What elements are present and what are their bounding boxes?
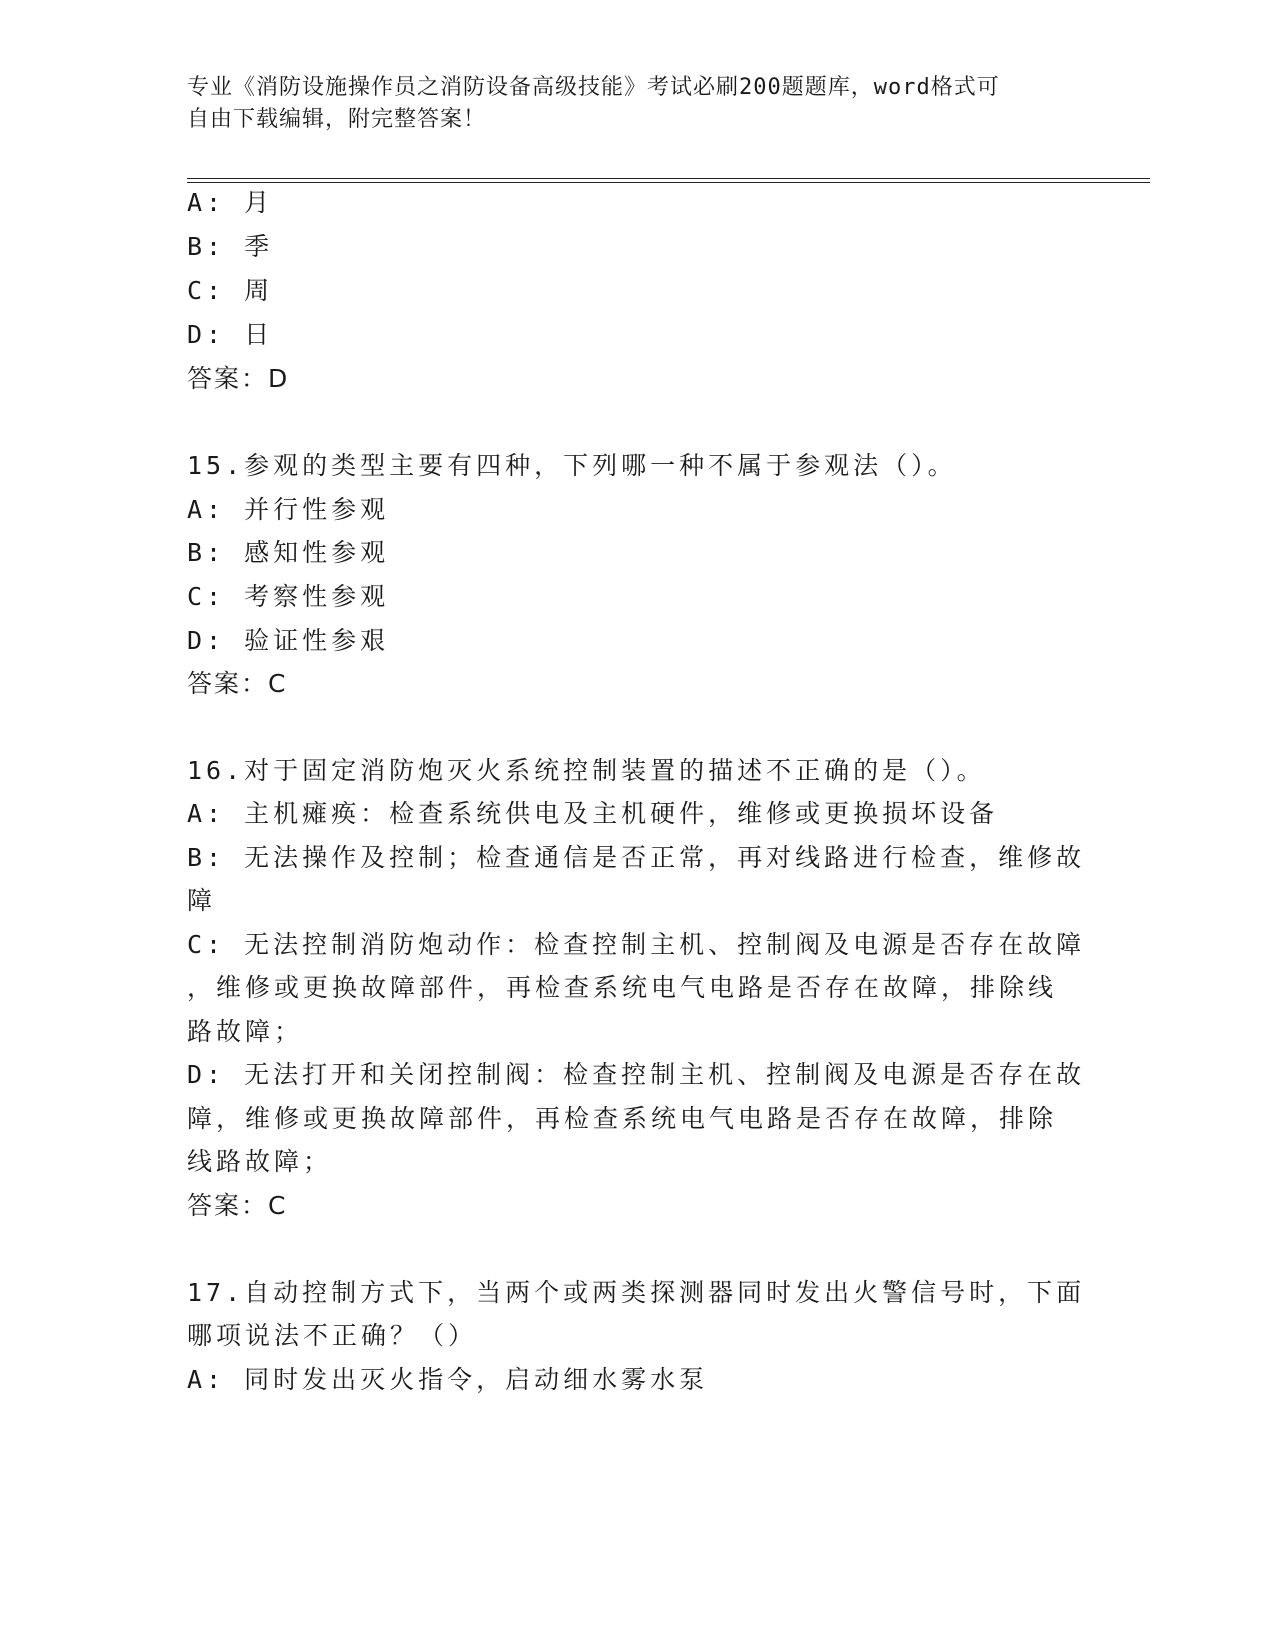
q16-option-c-line-1: C: 无法控制消防炮动作：检查控制主机、控制阀及电源是否存在故障	[187, 930, 1086, 959]
q17-option-a: A: 同时发出灭火指令，启动细水雾水泵	[187, 1365, 709, 1394]
q15-answer: 答案：C	[187, 669, 288, 698]
q14-option-d: D: 日	[187, 320, 274, 349]
q15-question: 15.参观的类型主要有四种，下列哪一种不属于参观法（）。	[187, 451, 957, 480]
q15-option-b: B: 感知性参观	[187, 538, 390, 567]
q15-option-d: D: 验证性参艰	[187, 626, 390, 655]
q14-option-c: C: 周	[187, 276, 274, 305]
q15-option-a: A: 并行性参观	[187, 495, 390, 524]
q14-option-b: B: 季	[187, 232, 274, 261]
q17-question-line-1: 17.自动控制方式下，当两个或两类探测器同时发出火警信号时，下面	[187, 1278, 1086, 1307]
q16-option-b-line-2: 障	[187, 886, 217, 915]
q16-question: 16.对于固定消防炮灭火系统控制装置的描述不正确的是（）。	[187, 756, 986, 785]
q14-option-a: A: 月	[187, 188, 274, 217]
q16-option-d-line-1: D: 无法打开和关闭控制阀：检查控制主机、控制阀及电源是否存在故	[187, 1060, 1086, 1089]
q17-question-line-2: 哪项说法不正确？（）	[187, 1321, 478, 1350]
q16-option-d-line-2: 障，维修或更换故障部件，再检查系统电气电路是否存在故障，排除	[187, 1104, 1058, 1133]
q15-option-c: C: 考察性参观	[187, 582, 390, 611]
document-header	[187, 72, 1067, 136]
q16-answer: 答案：C	[187, 1191, 288, 1220]
q16-option-d-line-3: 线路故障；	[187, 1147, 333, 1176]
header-line-2: 自由下载编辑，附完整答案！	[187, 107, 487, 132]
q16-option-c-line-3: 路故障；	[187, 1017, 304, 1046]
q16-option-b-line-1: B: 无法操作及控制；检查通信是否正常，再对线路进行检查，维修故	[187, 843, 1086, 872]
header-divider	[187, 178, 1150, 183]
header-line-1: 专业《消防设施操作员之消防设备高级技能》考试必刷200题题库，word格式可	[187, 75, 1000, 100]
q16-option-a: A: 主机瘫痪：检查系统供电及主机硬件，维修或更换损坏设备	[187, 799, 999, 828]
q14-answer: 答案：D	[187, 364, 290, 393]
q16-option-c-line-2: ，维修或更换故障部件，再检查系统电气电路是否存在故障，排除线	[187, 973, 1058, 1002]
